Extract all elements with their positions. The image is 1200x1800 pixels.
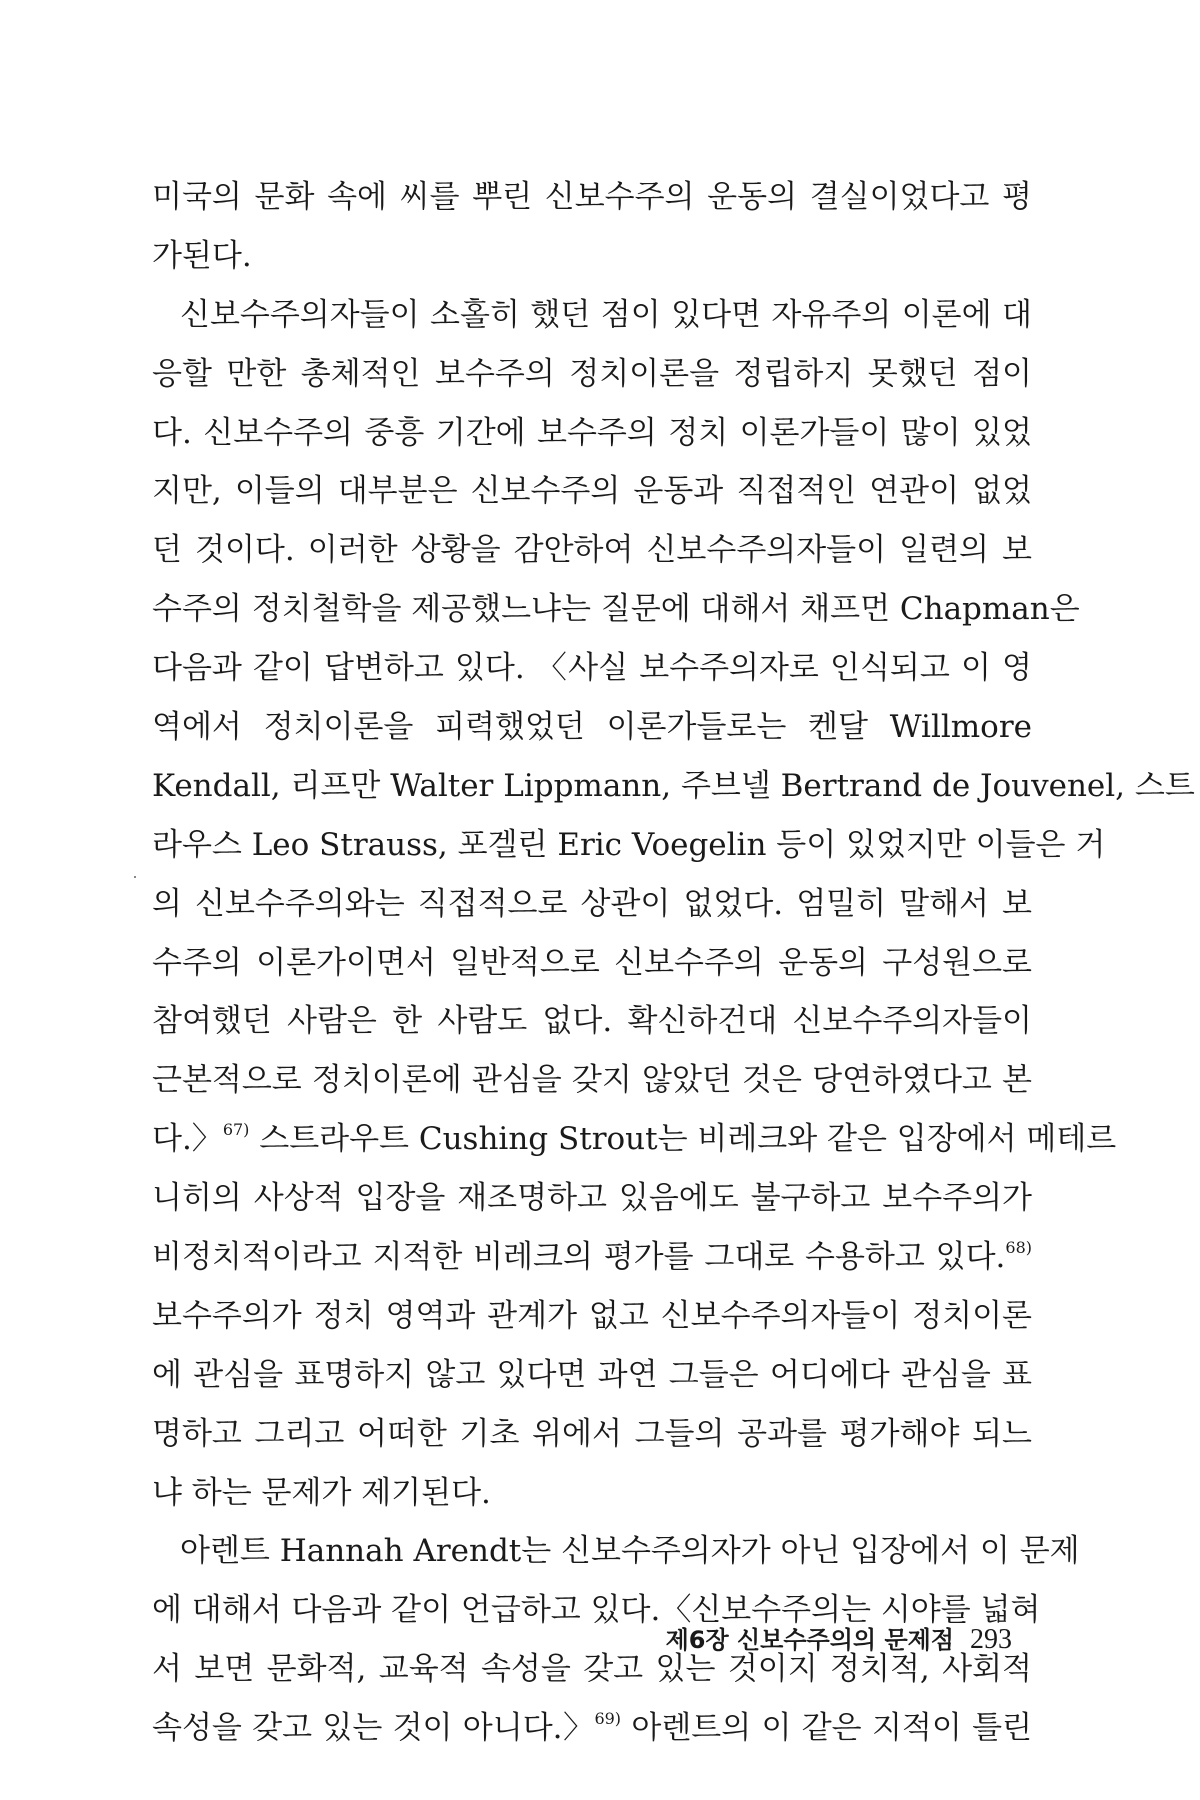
line-text-before: 비정치적이라고 지적한 비레크의 평가를 그대로 수용하고 있다.	[152, 1239, 1006, 1276]
text-line: 아렌트 Hannah Arendt는 신보수주의자가 아닌 입장에서 이 문제	[180, 1533, 1080, 1570]
line-text-after: 아렌트의 이 같은 지적이 틀린	[621, 1710, 1033, 1747]
text-line: 응할 만한 총체적인 보수주의 정치이론을 정립하지 못했던 점이	[152, 355, 1032, 392]
line-text-before: 속성을 갖고 있는 것이 아니다.〉	[152, 1710, 595, 1747]
text-line-with-footnote	[152, 1228, 1032, 1287]
line-text-before: 다.〉	[152, 1121, 223, 1158]
text-line: 신보수주의자들이 소홀히 했던 점이 있다면 자유주의 이론에 대	[180, 296, 1032, 333]
text-line: 다. 신보수주의 중흥 기간에 보수주의 정치 이론가들이 많이 있었	[152, 414, 1032, 451]
line-text-after: 스트라우트 Cushing Strout는 비레크와 같은 입장에서 메테르	[249, 1121, 1117, 1158]
text-line: 에 대해서 다음과 같이 언급하고 있다.〈신보수주의는 시야를 넓혀	[152, 1592, 1041, 1629]
text-line: 에 관심을 표명하지 않고 있다면 과연 그들은 어디에다 관심을 표	[152, 1356, 1032, 1393]
text-line: 수주의 정치철학을 제공했느냐는 질문에 대해서 채프먼 Chapman은	[152, 591, 1080, 628]
text-line: 수주의 이론가이면서 일반적으로 신보수주의 운동의 구성원으로	[152, 944, 1032, 981]
text-line: 가된다.	[152, 237, 252, 274]
page-number: 293	[970, 1624, 1012, 1655]
text-line: 니히의 사상적 입장을 재조명하고 있음에도 불구하고 보수주의가	[152, 1180, 1032, 1217]
text-line: 역에서 정치이론을 피력했었던 이론가들로는 켄달 Willmore	[152, 709, 1032, 746]
text-line-with-footnote	[152, 1699, 1032, 1758]
text-line: 근본적으로 정치이론에 관심을 갖지 않았던 것은 당연하였다고 본	[152, 1062, 1032, 1099]
page-footer	[640, 1620, 1012, 1660]
text-line: 명하고 그리고 어떠한 기초 위에서 그들의 공과를 평가해야 되느	[152, 1415, 1032, 1452]
margin-dot	[134, 876, 136, 878]
text-line: 라우스 Leo Strauss, 포겔린 Eric Voegelin 등이 있었지만 이들은 거	[152, 826, 1106, 863]
body-text	[152, 168, 1195, 1758]
footnote-marker: 69)	[594, 1709, 622, 1729]
chapter-title: 제6장 신보수주의의 문제점	[665, 1626, 954, 1654]
text-line-with-footnote	[152, 1110, 1117, 1169]
text-line: 던 것이다. 이러한 상황을 감안하여 신보수주의자들이 일련의 보	[152, 532, 1032, 569]
text-line: 다음과 같이 답변하고 있다. 〈사실 보수주의자로 인식되고 이 영	[152, 650, 1032, 687]
text-line: 미국의 문화 속에 씨를 뿌린 신보수주의 운동의 결실이었다고 평	[152, 179, 1032, 215]
footnote-marker: 68)	[1005, 1238, 1032, 1258]
text-line: Kendall, 리프만 Walter Lippmann, 주브넬 Bertrand de Jouvenel, 스트	[152, 767, 1195, 804]
text-line: 냐 하는 문제가 제기된다.	[152, 1474, 491, 1511]
text-line: 참여했던 사람은 한 사람도 없다. 확신하건대 신보수주의자들이	[152, 1003, 1032, 1040]
footnote-marker: 67)	[222, 1120, 250, 1140]
text-line: 의 신보수주의와는 직접적으로 상관이 없었다. 엄밀히 말해서 보	[152, 885, 1032, 922]
text-line: 지만, 이들의 대부분은 신보수주의 운동과 직접적인 연관이 없었	[152, 473, 1032, 510]
text-line: 서 보면 문화적, 교육적 속성을 갖고 있는 것이지 정치적, 사회적	[152, 1651, 1032, 1688]
text-line: 보수주의가 정치 영역과 관계가 없고 신보수주의자들이 정치이론	[152, 1297, 1032, 1334]
